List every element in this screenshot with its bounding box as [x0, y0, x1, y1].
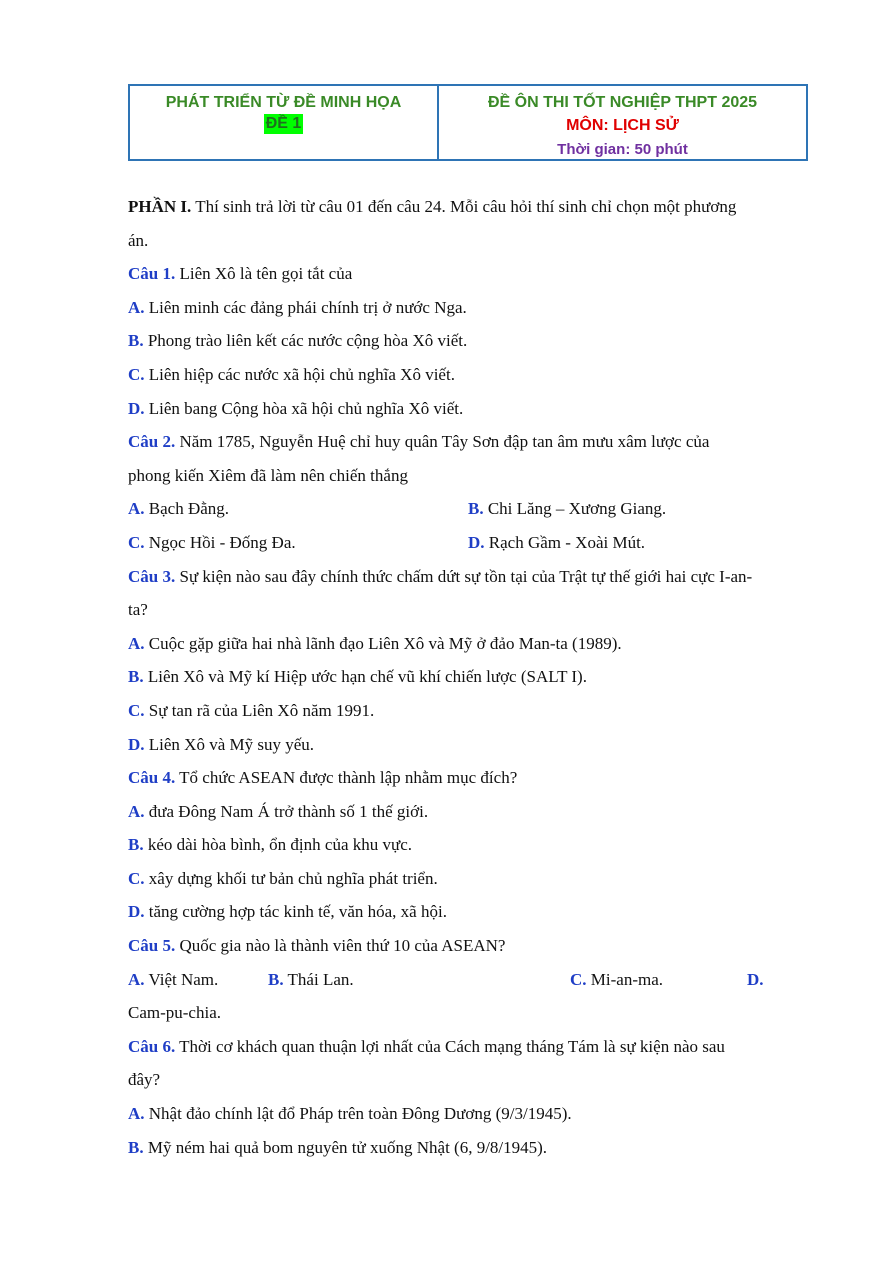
- question-3-option-a: A. Cuộc gặp giữa hai nhà lãnh đạo Liên Xô và Mỹ ở đảo Man-ta (1989).: [128, 633, 622, 653]
- question-4: Câu 4. Tổ chức ASEAN được thành lập nhằm mục đích?: [128, 768, 518, 788]
- part-label: PHẦN I.: [128, 197, 192, 216]
- exam-header: [128, 84, 808, 161]
- header-duration: Thời gian: 50 phút: [557, 141, 688, 158]
- header-subject: MÔN: LỊCH SỬ: [566, 117, 679, 134]
- question-6-option-b: B. Mỹ ném hai quả bom nguyên tử xuống Nhật (6, 9/8/1945).: [128, 1137, 548, 1157]
- question-2-option-d: D. Rạch Gầm - Xoài Mút.: [468, 532, 646, 552]
- question-5: Câu 5. Quốc gia nào là thành viên thứ 10 của ASEAN?: [128, 936, 506, 956]
- header-left-cell: [130, 86, 439, 159]
- header-exam-number: ĐỀ 1: [265, 115, 302, 132]
- question-5-options-row: [128, 963, 808, 997]
- part-instruction: PHẦN I. Thí sinh trả lời từ câu 01 đến câu 24. Mỗi câu hỏi thí sinh chỉ chọn một phương: [128, 197, 737, 216]
- question-6-option-a: A. Nhật đảo chính lật đổ Pháp trên toàn Đông Dương (9/3/1945).: [128, 1104, 572, 1124]
- question-1-option-a: A. Liên minh các đảng phái chính trị ở nước Nga.: [128, 297, 467, 317]
- question-1: Câu 1. Liên Xô là tên gọi tắt của: [128, 264, 353, 284]
- question-2-options-row-2: [128, 526, 808, 560]
- question-1-option-c: C. Liên hiệp các nước xã hội chủ nghĩa Xô viết.: [128, 364, 455, 384]
- question-4-option-c: C. xây dựng khối tư bản chủ nghĩa phát triển.: [128, 868, 438, 888]
- question-6: Câu 6. Thời cơ khách quan thuận lợi nhất của Cách mạng tháng Tám là sự kiện nào sau: [128, 1036, 725, 1056]
- question-2-option-c: C. Ngọc Hồi - Đống Đa.: [128, 532, 296, 552]
- header-exam-title: ĐỀ ÔN THI TỐT NGHIỆP THPT 2025: [487, 94, 758, 111]
- question-3: Câu 3. Sự kiện nào sau đây chính thức chấm dứt sự tồn tại của Trật tự thế giới hai cực I-an-: [128, 566, 753, 586]
- question-2-options-row-1: [128, 492, 808, 526]
- header-right-cell: [439, 86, 806, 159]
- question-4-option-d: D. tăng cường hợp tác kinh tế, văn hóa, xã hội.: [128, 902, 447, 922]
- question-5-option-b: B. Thái Lan.: [268, 969, 354, 989]
- question-5-option-d: Cam-pu-chia.: [128, 1003, 221, 1023]
- question-1-option-d: D. Liên bang Cộng hòa xã hội chủ nghĩa Xô viết.: [128, 398, 464, 418]
- header-source-title: PHÁT TRIỂN TỪ ĐỀ MINH HỌA: [165, 94, 402, 111]
- question-2-option-b: B. Chi Lăng – Xương Giang.: [468, 499, 667, 519]
- question-4-option-a: A. đưa Đông Nam Á trở thành số 1 thế giới.: [128, 801, 429, 821]
- question-4-option-b: B. kéo dài hòa bình, ổn định của khu vực.: [128, 835, 412, 855]
- question-2: Câu 2. Năm 1785, Nguyễn Huệ chỉ huy quân Tây Sơn đập tan âm mưu xâm lược của: [128, 432, 710, 452]
- question-2-option-a: A. Bạch Đằng.: [128, 499, 230, 519]
- question-3-option-c: C. Sự tan rã của Liên Xô năm 1991.: [128, 700, 375, 720]
- question-5-option-c: C. Mi-an-ma.: [570, 969, 664, 989]
- question-3-option-b: B. Liên Xô và Mỹ kí Hiệp ước hạn chế vũ khí chiến lược (SALT I).: [128, 667, 587, 687]
- question-3-option-d: D. Liên Xô và Mỹ suy yếu.: [128, 734, 315, 754]
- question-1-option-b: B. Phong trào liên kết các nước cộng hòa Xô viết.: [128, 331, 468, 351]
- question-5-option-d-label: D.: [747, 969, 764, 989]
- question-5-option-a: A. Việt Nam.: [128, 969, 219, 989]
- exam-body: PHẦN I. Thí sinh trả lời từ câu 01 đến câu 24. Mỗi câu hỏi thí sinh chỉ chọn một phương án. Câu 1. Liên Xô là tên gọi tắt của A. Liên minh các đảng phái chính trị ở nước Nga. B. Phong trào liên kết các nước cộng hòa Xô viết. C. Liên hiệp các nước xã hội chủ nghĩa Xô viết. D. Liên bang Cộng hòa xã hội chủ nghĩa Xô viết. Câu 2. Năm 1785, Nguyễn Huệ chỉ huy quân Tây Sơn đập tan âm mưu xâm lược của phong kiến Xiêm đã làm nên chiến thắng A. Bạch Đằng. B. Chi Lăng – Xương Giang. C. Ngọc Hồi - Đống Đa. D. Rạch Gầm - Xoài Mút. Câu 3. Sự kiện nào sau đây chính thức chấm dứt sự tồn tại của Trật tự thế giới hai cực I-an- ta? A. Cuộc gặp giữa hai nhà lãnh đạo Liên Xô và Mỹ ở đảo Man-ta (1989). B. Liên Xô và Mỹ kí Hiệp ước hạn chế vũ khí chiến lược (SALT I). C. Sự tan rã của Liên Xô năm 1991. D. Liên Xô và Mỹ suy yếu. Câu 4. Tổ chức ASEAN được thành lập nhằm mục đích? A. đưa Đông Nam Á trở thành số 1 thế giới. B. kéo dài hòa bình, ổn định của khu vực. C. xây dựng khối tư bản chủ nghĩa phát triển. D. tăng cường hợp tác kinh tế, văn hóa, xã hội. Câu 5. Quốc gia nào là thành viên thứ 10 của ASEAN? A. Việt Nam. B. Thái Lan. C. Mi-an-ma. D. Cam-pu-chia. Câu 6. Thời cơ khách quan thuận lợi nhất của Cách mạng tháng Tám là sự kiện nào sau đây? A. Nhật đảo chính lật đổ Pháp trên toàn Đông Dương (9/3/1945). B. Mỹ ném hai quả bom nguyên tử xuống Nhật (6, 9/8/1945).: [128, 190, 808, 1164]
